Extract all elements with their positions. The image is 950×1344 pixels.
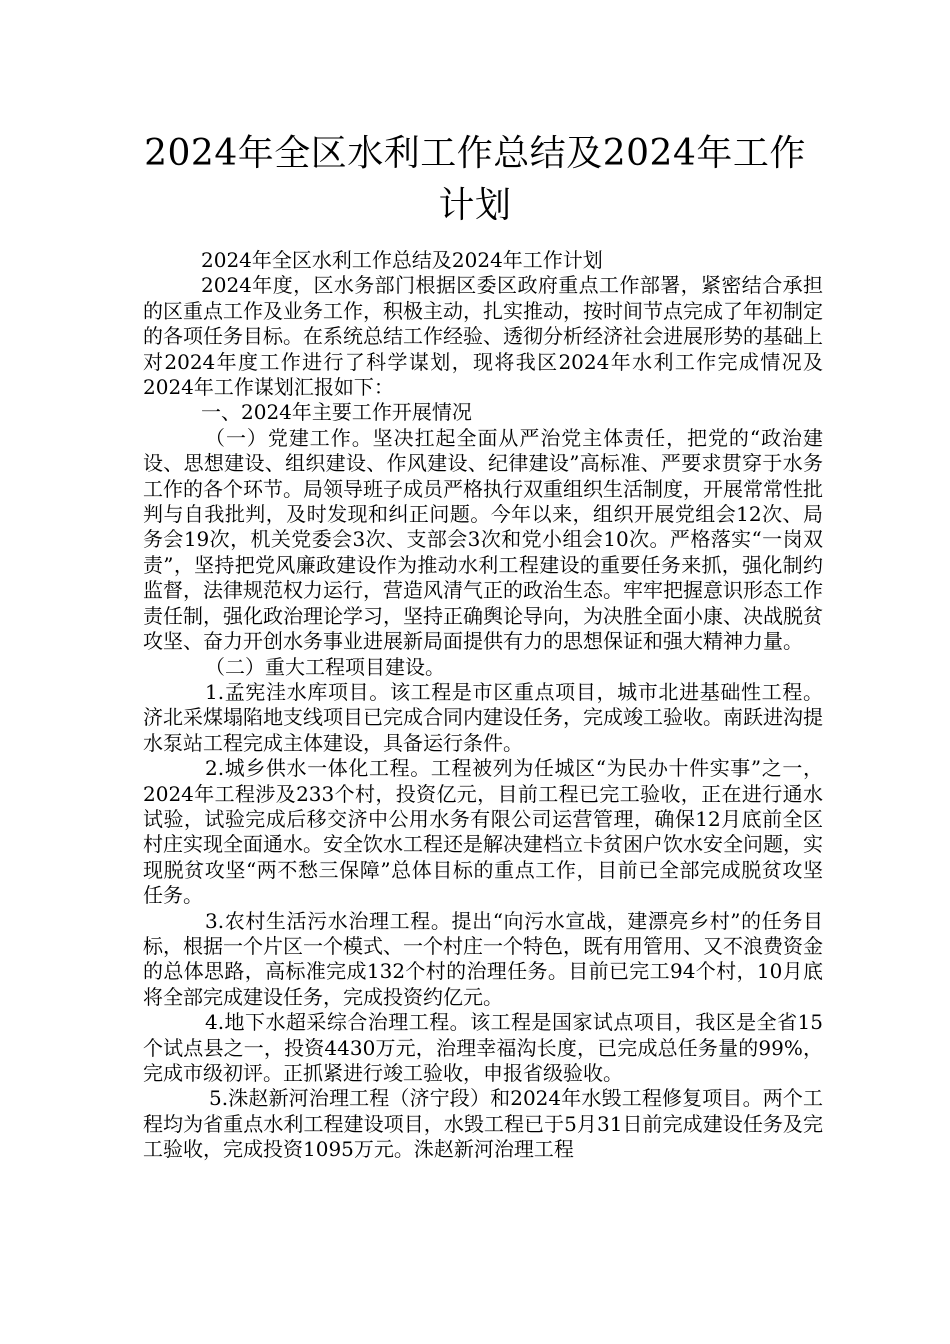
subsection-heading: （二）重大工程项目建设。 [205,654,445,679]
item-4-paragraph: 4.地下水超采综合治理工程。该工程是国家试点项目，我区是全省15个试点县之一，投资4430万元，治理幸福沟长度，已完成总任务量的99%，完成市级初评。正抓紧进行竣工验收，申报省级验收。 [143,1010,823,1085]
item-3-paragraph: 3.农村生活污水治理工程。提出“向污水宣战，建漂亮乡村”的任务目标，根据一个片区一个模式、一个村庄一个特色，既有用管用、又不浪费资金的总体思路，高标准完成132个村的治理任务。目前已完工94个村，10月底将全部完成建设任务，完成投资约亿元。 [143,908,823,1009]
item-5-paragraph: 5.洙赵新河治理工程（济宁段）和2024年水毁工程修复项目。两个工程均为省重点水利工程建设项目，水毁工程已于5月31日前完成建设任务及完工验收，完成投资1095万元。洙赵新河治理工程 [143,1086,823,1162]
item-1-paragraph: 1.孟宪洼水库项目。该工程是市区重点项目，城市北进基础性工程。济北采煤塌陷地支线项目已完成合同内建设任务，完成竣工验收。南跃进沟提水泵站工程完成主体建设，具备运行条件。 [143,679,823,755]
item-2-paragraph: 2.城乡供水一体化工程。工程被列为任城区“为民办十件实事”之一，2024年工程涉及233个村，投资亿元，目前工程已完工验收，正在进行通水试验，试验完成后移交济中公用水务有限公司运营管理，确保12月底前全区村庄实现全面通水。安全饮水工程还是解决建档立卡贫困户饮水安全问题，实现脱贫攻坚“两不愁三保障”总体目标的重点工作，目前已全部完成脱贫攻坚任务。 [143,756,823,908]
subtitle-paragraph: 2024年全区水利工作总结及2024年工作计划 [201,248,603,272]
party-building-paragraph: （一）党建工作。坚决扛起全面从严治党主体责任，把党的“政治建设、思想建设、组织建设、作风建设、纪律建设”高标准、严要求贯穿于水务工作的各个环节。局领导班子成员严格执行双重组织生活制度，开展常常性批判与自我批判，及时发现和纠正问题。今年以来，组织开展党组会12次、局务会19次，机关党委会3次、支部会3次和党小组会10次。严格落实“一岗双责”，坚持把党风廉政建设作为推动水利工程建设的重要任务来抓，强化制约监督，法律规范权力运行，营造风清气正的政治生态。牢牢把握意识形态工作责任制，强化政治理论学习，坚持正确舆论导向，为决胜全面小康、决战脱贫攻坚、奋力开创水务事业进展新局面提供有力的思想保证和强大精神力量。 [143,425,823,654]
document-title: 2024年全区水利工作总结及2024年工作计划 [144,133,806,226]
section-heading: 一、2024年主要工作开展情况 [201,400,472,425]
document-body [143,248,823,1163]
intro-paragraph: 2024年度，区水务部门根据区委区政府重点工作部署，紧密结合承担的区重点工作及业务工作，积极主动，扎实推动，按时间节点完成了年初制定的各项任务目标。在系统总结工作经验、透彻分析经济社会进展形势的基础上对2024年度工作进行了科学谋划，现将我区2024年水利工作完成情况及2024年工作谋划汇报如下： [143,273,823,400]
